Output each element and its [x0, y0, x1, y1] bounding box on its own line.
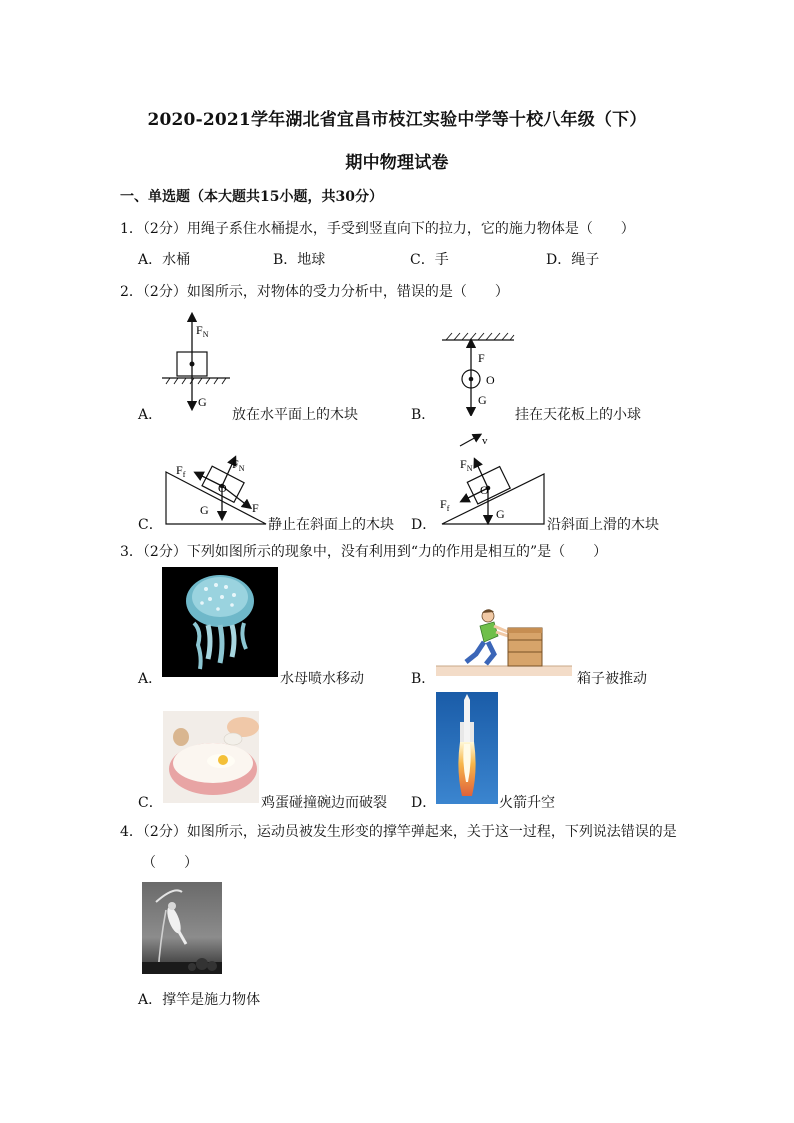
- question-2-option-a-letter: A．: [138, 407, 163, 423]
- rocket-launch-photo: [436, 692, 498, 804]
- static-incline-diagram: [160, 450, 280, 528]
- center-o-label: O: [480, 483, 489, 497]
- normal-force-label: $F_N$: [196, 323, 209, 339]
- question-3-option-a-caption: 水母喷水移动: [280, 671, 364, 687]
- sliding-incline-diagram: [436, 432, 548, 528]
- question-4-answer-paren: （ ）: [142, 855, 198, 871]
- question-1-option-a: A．水桶: [138, 252, 191, 268]
- velocity-label: v: [482, 435, 488, 447]
- question-2-option-a-caption: 放在水平面上的木块: [232, 407, 358, 423]
- question-2-option-b-letter: B．: [411, 407, 436, 423]
- question-2-option-d-caption: 沿斜面上滑的木块: [547, 517, 659, 533]
- question-4-option-a: A．撑竿是施力物体: [138, 992, 261, 1008]
- question-3-option-b-caption: 箱子被推动: [577, 671, 647, 687]
- normal-force-label: $F_N$: [232, 457, 245, 473]
- friction-label: $F_f$: [440, 497, 450, 513]
- gravity-label: G: [198, 395, 207, 409]
- question-1-option-c: C．手: [410, 252, 449, 268]
- question-2-option-b-caption: 挂在天花板上的小球: [515, 407, 641, 423]
- pole-vault-photo: [142, 882, 222, 974]
- paper-title-line1: 2020-2021学年湖北省宜昌市枝江实验中学等十校八年级（下）: [147, 110, 647, 130]
- center-o-label: O: [486, 373, 495, 387]
- question-3-stem: 3．（2分）下列如图所示的现象中，没有利用到“力的作用是相互的”是（ ）: [120, 544, 608, 560]
- question-2-option-c-caption: 静止在斜面上的木块: [268, 517, 394, 533]
- question-3-option-b-letter: B．: [411, 671, 436, 687]
- pushing-box-illustration: [436, 604, 574, 680]
- question-3-option-c-caption: 鸡蛋碰撞碗边而破裂: [261, 795, 387, 811]
- friction-label: $F_f$: [176, 463, 186, 479]
- paper-title-line2: 期中物理试卷: [345, 153, 449, 173]
- question-3-option-d-letter: D．: [411, 795, 437, 811]
- question-1-stem: 1．（2分）用绳子系住水桶提水，手受到竖直向下的拉力，它的施力物体是（ ）: [120, 221, 635, 237]
- egg-bowl-photo: [163, 711, 259, 803]
- block-on-floor-diagram: [156, 308, 236, 414]
- question-1-option-d: D．绳子: [546, 252, 600, 268]
- hanging-ball-diagram: [436, 326, 516, 416]
- question-2-option-c-letter: C．: [138, 517, 163, 533]
- question-1-option-b: B．地球: [273, 252, 326, 268]
- gravity-label: G: [200, 503, 209, 517]
- normal-force-label: $F_N$: [460, 457, 473, 473]
- force-f-label: F: [252, 501, 259, 515]
- question-3-option-d-caption: 火箭升空: [499, 795, 555, 811]
- question-2-stem: 2．（2分）如图所示，对物体的受力分析中，错误的是（ ）: [120, 284, 509, 300]
- gravity-label: G: [496, 507, 505, 521]
- question-4-stem: 4．（2分）如图所示，运动员被发生形变的撑竿弹起来，关于这一过程，下列说法错误的是: [120, 824, 677, 840]
- question-3-option-c-letter: C．: [138, 795, 163, 811]
- jellyfish-photo: [162, 567, 278, 677]
- question-3-option-a-letter: A．: [138, 671, 163, 687]
- tension-label: F: [478, 351, 485, 365]
- question-2-option-d-letter: D．: [411, 517, 437, 533]
- section-heading: 一、单选题（本大题共15小题，共30分）: [120, 189, 383, 205]
- gravity-label: G: [478, 393, 487, 407]
- center-o-label: O: [218, 481, 227, 495]
